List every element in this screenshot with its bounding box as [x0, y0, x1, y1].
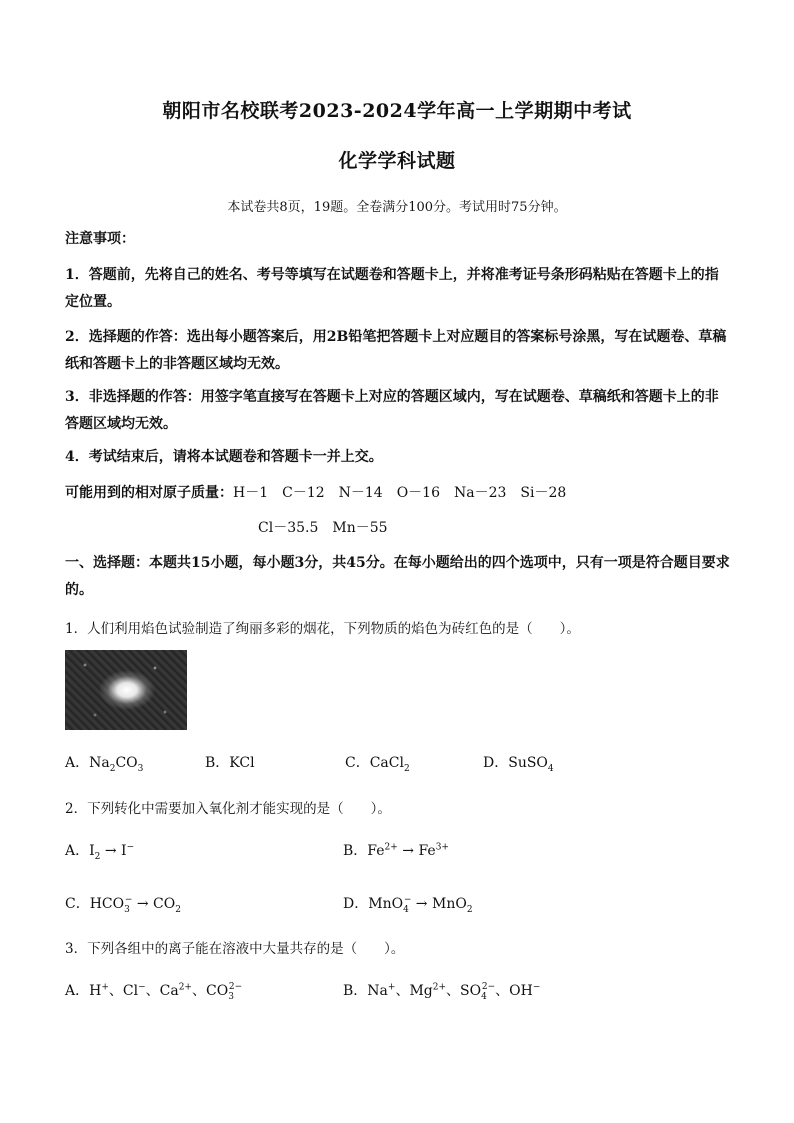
q1-option-d[interactable]: D．SuSO$_4$ — [483, 755, 554, 774]
section-1-header: 一、选择题：本题共15小题，每小题3分，共45分。在每小题给出的四个选项中，只有一项是符合题目要求的。 — [65, 555, 730, 598]
notice-item-4: 4．考试结束后，请将本试题卷和答题卡一并上交。 — [65, 449, 383, 465]
q1-option-b[interactable]: B．KCl — [205, 755, 255, 771]
question-2-text: 2．下列转化中需要加入氧化剂才能实现的是（ ）。 — [65, 801, 391, 817]
question-1-text: 1．人们利用焰色试验制造了绚丽多彩的烟花，下列物质的焰色为砖红色的是（ ）。 — [65, 621, 580, 637]
q2-option-d[interactable]: D．MnO$_4$− → MnO$_2$ — [343, 895, 473, 915]
atomic-mass-line-1 — [65, 480, 730, 507]
q3-option-b[interactable]: B．Na+、$Mg^{2+}$、$SO_4^{2-}$、OH− — [343, 982, 541, 1002]
q1-option-c[interactable]: C．CaCl$_2$ — [345, 755, 410, 774]
atomic-mass-label: 可能用到的相对原子质量： — [65, 485, 233, 501]
question-3-text: 3．下列各组中的离子能在溶液中大量共存的是（ ）。 — [65, 941, 405, 957]
exam-title: 朝阳市名校联考2023-2024学年高一上学期期中考试 — [162, 100, 632, 122]
notice-item-2: 2．选择题的作答：选出每小题答案后，用2B铅笔把答题卡上对应题目的答案标号涂黑，写在试题卷、草稿纸和答题卡上的非答题区域均无效。 — [65, 329, 727, 372]
atomic-mass-values-1: H－1 C－12 N－14 O－16 Na－23 Si－28 — [233, 485, 567, 501]
notice-heading: 注意事项： — [65, 231, 135, 247]
atomic-mass-values-2: Cl－35.5 Mn－55 — [258, 520, 388, 536]
q2-option-c[interactable]: C．$HCO_3^- \to CO_2$ — [65, 895, 181, 915]
fireworks-image — [65, 650, 187, 730]
exam-info: 本试卷共8页，19题。全卷满分100分。考试用时75分钟。 — [227, 200, 567, 215]
q1-option-a[interactable]: A．$Na_2CO_3$ — [65, 755, 144, 774]
q2-option-a[interactable]: A．$I_2 \to I^-$ — [65, 842, 135, 862]
exam-subtitle: 化学学科试题 — [338, 150, 456, 172]
notice-item-1: 1．答题前，先将自己的姓名、考号等填写在试题卷和答题卡上，并将准考证号条形码粘贴在答题卡上的指定位置。 — [65, 267, 719, 310]
notice-item-3: 3．非选择题的作答：用签字笔直接写在答题卡上对应的答题区域内，写在试题卷、草稿纸和答题卡上的非答题区域均无效。 — [65, 389, 719, 432]
q2-option-b[interactable]: B．$Fe^{2+} \to Fe^{3+}$ — [343, 842, 449, 859]
q3-option-a[interactable]: A．H+、Cl−、$Ca^{2+}$、$CO_3^{2-}$ — [65, 982, 243, 1002]
